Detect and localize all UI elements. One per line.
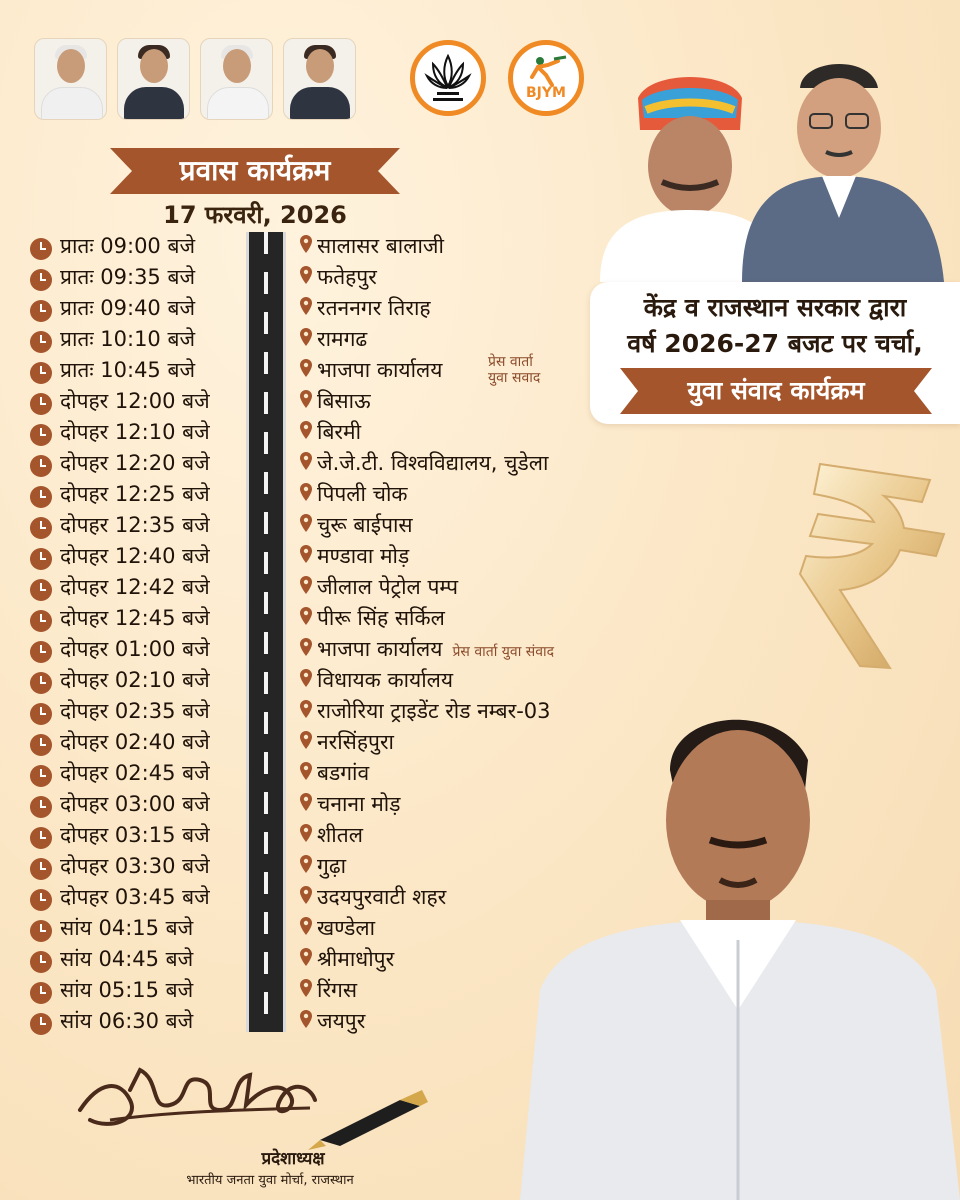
location-pin-icon (300, 359, 312, 377)
schedule-row (30, 480, 670, 510)
location-pin-icon (300, 793, 312, 811)
location-pin-icon (300, 266, 312, 284)
clock-icon (30, 827, 52, 849)
schedule-time: दोपहर 12:10 बजे (60, 420, 210, 444)
schedule-row (30, 449, 670, 479)
schedule-place: बिरमी (317, 420, 362, 444)
location-pin-icon (300, 328, 312, 346)
clock-icon (30, 331, 52, 353)
schedule-place: रिंगस (317, 978, 358, 1002)
schedule-row (30, 418, 670, 448)
schedule-place: बिसाऊ (317, 389, 371, 413)
schedule-time: सांय 04:15 बजे (60, 916, 194, 940)
clock-icon (30, 641, 52, 663)
location-pin-icon (300, 979, 312, 997)
schedule-place: जे.जे.टी. विश्वविद्यालय, चुडेला (317, 451, 549, 475)
location-pin-icon (300, 700, 312, 718)
schedule-time: दोपहर 12:20 बजे (60, 451, 210, 475)
schedule-time: दोपहर 03:30 बजे (60, 854, 210, 878)
lotus-icon (423, 50, 473, 106)
clock-icon (30, 455, 52, 477)
rupee-icon (780, 456, 950, 676)
bjp-lotus-logo (410, 40, 486, 116)
schedule-time: दोपहर 03:45 बजे (60, 885, 210, 909)
schedule-time: प्रातः 10:10 बजे (60, 327, 196, 351)
clock-icon (30, 548, 52, 570)
schedule-place-text: भाजपा कार्यालय (317, 637, 443, 661)
clock-icon (30, 610, 52, 632)
clock-icon (30, 734, 52, 756)
schedule-time: प्रातः 09:00 बजे (60, 234, 196, 258)
location-pin-icon (300, 514, 312, 532)
location-pin-icon (300, 545, 312, 563)
clock-icon (30, 765, 52, 787)
clock-icon (30, 362, 52, 384)
location-pin-icon (300, 886, 312, 904)
location-pin-icon (300, 824, 312, 842)
schedule-place: जीलाल पेट्रोल पम्प (317, 575, 459, 599)
leader-photo-1 (34, 38, 107, 120)
schedule-place: खण्डेला (317, 916, 376, 940)
schedule-time: दोपहर 03:15 बजे (60, 823, 210, 847)
clock-icon (30, 517, 52, 539)
schedule-row (30, 387, 670, 417)
schedule-place: राजोरिया ट्राइडेंट रोड नम्बर-03 (317, 699, 551, 723)
schedule-time: दोपहर 12:35 बजे (60, 513, 210, 537)
leader-portrait-cm (722, 48, 960, 282)
handwritten-signature (70, 1050, 450, 1160)
schedule-time: दोपहर 12:40 बजे (60, 544, 210, 568)
youth-leader-portrait (520, 690, 960, 1200)
schedule-place: पीरू सिंह सर्किल (317, 606, 445, 630)
location-pin-icon (300, 1010, 312, 1028)
location-pin-icon (300, 576, 312, 594)
schedule-time: दोपहर 12:45 बजे (60, 606, 210, 630)
schedule-place: सालासर बालाजी (317, 234, 444, 258)
budget-card-line2: वर्ष 2026-27 बजट पर चर्चा, (627, 329, 923, 358)
location-pin-icon (300, 452, 312, 470)
schedule-place: मण्डावा मोड़ (317, 544, 410, 568)
clock-icon (30, 269, 52, 291)
schedule-place: गुढ़ा (317, 854, 347, 878)
budget-discussion-card (590, 282, 960, 424)
schedule-time: दोपहर 12:25 बजे (60, 482, 210, 506)
schedule-note-line: प्रेस वार्ता (488, 354, 533, 370)
schedule-row (30, 232, 670, 262)
clock-icon (30, 920, 52, 942)
schedule-place: भाजपा कार्यालय (317, 358, 443, 382)
location-pin-icon (300, 917, 312, 935)
location-pin-icon (300, 731, 312, 749)
event-date: 17 फरवरी, 2026 (163, 201, 347, 229)
schedule-time: सांय 04:45 बजे (60, 947, 194, 971)
clock-icon (30, 982, 52, 1004)
clock-icon (30, 486, 52, 508)
schedule-note (488, 354, 540, 386)
runner-icon (524, 55, 568, 89)
location-pin-icon (300, 483, 312, 501)
location-pin-icon (300, 235, 312, 253)
schedule-time: प्रातः 09:40 बजे (60, 296, 196, 320)
schedule-row (30, 325, 670, 355)
schedule-place: रतननगर तिराह (317, 296, 431, 320)
title-banner (110, 142, 400, 200)
clock-icon (30, 393, 52, 415)
schedule-time: दोपहर 02:40 बजे (60, 730, 210, 754)
location-pin-icon (300, 855, 312, 873)
location-pin-icon (300, 390, 312, 408)
schedule-time: दोपहर 03:00 बजे (60, 792, 210, 816)
location-pin-icon (300, 762, 312, 780)
schedule-place: रामगढ (317, 327, 368, 351)
clock-icon (30, 672, 52, 694)
schedule-time: सांय 05:15 बजे (60, 978, 194, 1002)
schedule-place: पिपली चोक (317, 482, 408, 506)
clock-icon (30, 951, 52, 973)
schedule-place: नरसिंहपुरा (317, 730, 394, 754)
budget-card-line1: केंद्र व राजस्थान सरकार द्वारा (643, 293, 907, 322)
location-pin-icon (300, 948, 312, 966)
schedule-time: दोपहर 02:45 बजे (60, 761, 210, 785)
bjym-logo-text: BJYM (526, 85, 566, 101)
schedule-place: बडगांव (317, 761, 370, 785)
schedule-note-line: युवा सवाद (488, 370, 541, 386)
signature (70, 1050, 450, 1160)
schedule-row (30, 573, 670, 603)
schedule-place: विधायक कार्यालय (317, 668, 454, 692)
schedule-time: प्रातः 09:35 बजे (60, 265, 196, 289)
schedule-place: फतेहपुर (317, 265, 377, 289)
clock-icon (30, 300, 52, 322)
schedule-row (30, 356, 670, 386)
clock-icon (30, 889, 52, 911)
schedule-time: दोपहर 01:00 बजे (60, 637, 210, 661)
clock-icon (30, 858, 52, 880)
schedule-place: चनाना मोड़ (317, 792, 401, 816)
location-pin-icon (300, 669, 312, 687)
youth-dialogue-title: युवा संवाद कार्यक्रम (687, 376, 865, 405)
schedule-place: चुरू बाईपास (317, 513, 413, 537)
schedule-place: जयपुर (317, 1009, 366, 1033)
schedule-place: उदयपुरवाटी शहर (317, 885, 447, 909)
schedule-row (30, 635, 670, 665)
schedule-note: प्रेस वार्ता युवा संवाद (452, 644, 555, 660)
schedule-row (30, 294, 670, 324)
schedule-row (30, 263, 670, 293)
leader-photos (34, 38, 356, 120)
schedule-time: प्रातः 10:45 बजे (60, 358, 196, 382)
clock-icon (30, 703, 52, 725)
clock-icon (30, 796, 52, 818)
schedule-place (317, 635, 554, 663)
schedule-time: दोपहर 12:42 बजे (60, 575, 210, 599)
leader-photo-4 (283, 38, 356, 120)
schedule-row (30, 542, 670, 572)
schedule-place: श्रीमाधोपुर (317, 947, 395, 971)
leader-photo-2 (117, 38, 190, 120)
bjym-logo (508, 40, 584, 116)
schedule-row (30, 604, 670, 634)
leader-photo-3 (200, 38, 273, 120)
schedule-time: दोपहर 02:10 बजे (60, 668, 210, 692)
organization-name: भारतीय जनता युवा मोर्चा, राजस्थान (186, 1173, 354, 1188)
youth-dialogue-banner (620, 368, 932, 414)
schedule-row (30, 511, 670, 541)
location-pin-icon (300, 607, 312, 625)
schedule-time: दोपहर 12:00 बजे (60, 389, 210, 413)
designation: प्रदेशाध्यक्ष (261, 1149, 325, 1169)
location-pin-icon (300, 421, 312, 439)
clock-icon (30, 238, 52, 260)
clock-icon (30, 424, 52, 446)
schedule-time: सांय 06:30 बजे (60, 1009, 194, 1033)
location-pin-icon (300, 297, 312, 315)
clock-icon (30, 579, 52, 601)
schedule-time: दोपहर 02:35 बजे (60, 699, 210, 723)
page-title: प्रवास कार्यक्रम (179, 154, 331, 187)
schedule-place: शीतल (317, 823, 363, 847)
clock-icon (30, 1013, 52, 1035)
location-pin-icon (300, 638, 312, 656)
